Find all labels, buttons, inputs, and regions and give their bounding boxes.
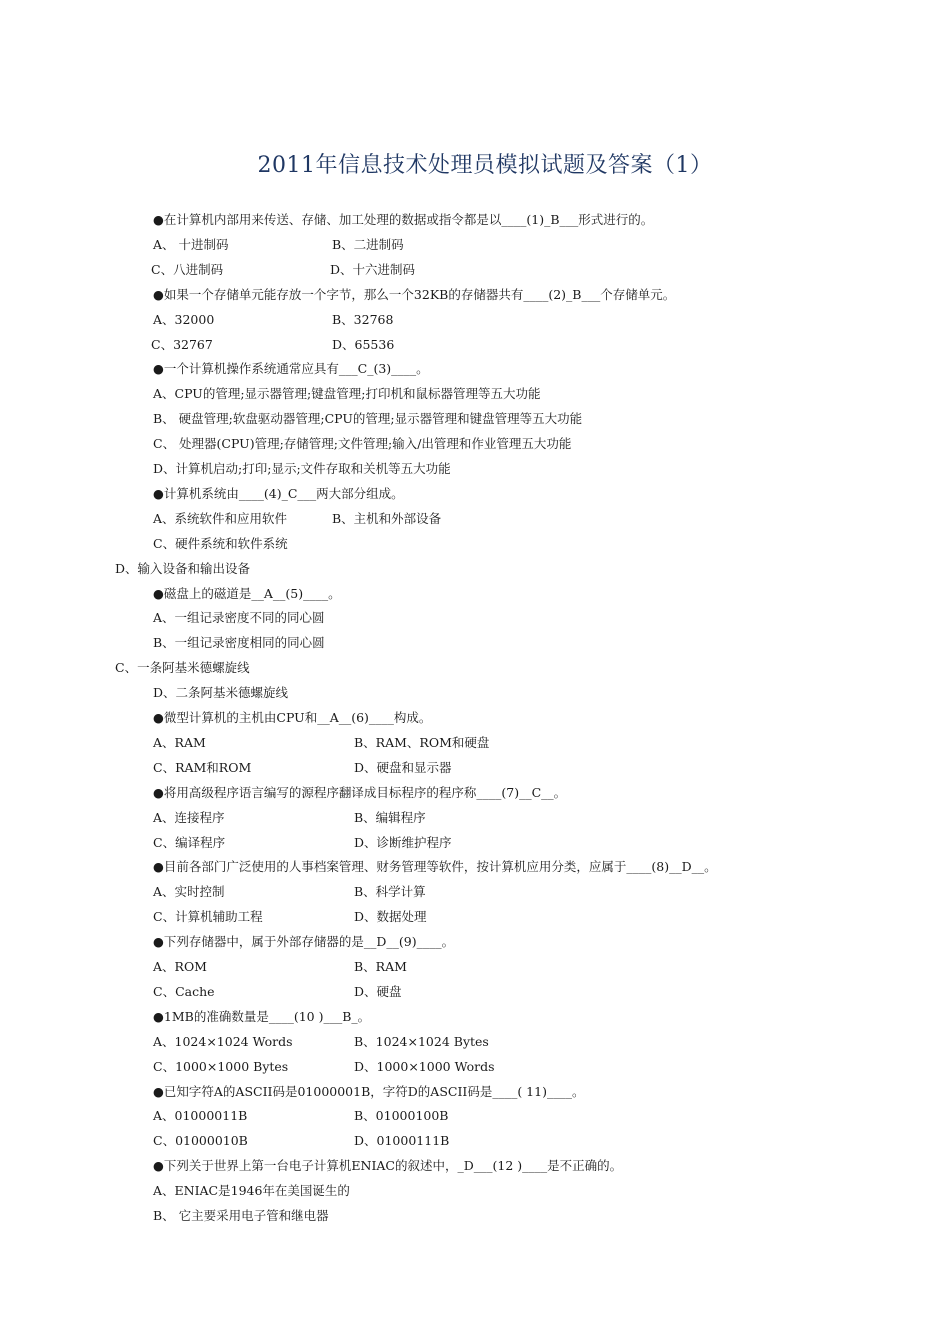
option-right: B、1024×1024 Bytes [354, 1033, 489, 1049]
option-text: D、计算机启动;打印;显示;文件存取和关机等五大功能 [153, 461, 451, 476]
option-left: A、1024×1024 Words [153, 1033, 293, 1049]
option-text: A、一组记录密度不同的同心圆 [153, 610, 325, 626]
question-text: ●在计算机内部用来传送、存储、加工处理的数据或指令都是以____(1)_B___形式进行的。 [153, 212, 654, 227]
option-text: A、CPU的管理;显示器管理;键盘管理;打印机和鼠标器管理等五大功能 [153, 386, 541, 402]
option-left: A、01000011B [153, 1108, 248, 1124]
question-text: ●微型计算机的主机由CPU和__A__(6)____构成。 [153, 710, 432, 725]
option-right: B、RAM [354, 959, 407, 974]
question-text: ●将用高级程序语言编写的源程序翻译成目标程序的程序称____(7)__C__。 [153, 784, 567, 800]
option-text: B、 它主要采用电子管和继电器 [153, 1208, 329, 1223]
question-text: ●下列关于世界上第一台电子计算机ENIAC的叙述中，_D___(12 )____是不正确的。 [153, 1158, 623, 1174]
option-text: B、一组记录密度相同的同心圆 [153, 635, 325, 651]
option-right: D、01000111B [354, 1133, 450, 1149]
option-right: D、硬盘 [354, 983, 402, 999]
option-text: A、ENIAC是1946年在美国诞生的 [153, 1183, 350, 1199]
option-text: C、硬件系统和软件系统 [153, 535, 288, 551]
document-title: 2011年信息技术处理员模拟试题及答案（1） [257, 153, 713, 178]
option-text: C、 处理器(CPU)管理;存储管理;文件管理;输入/出管理和作业管理五大功能 [153, 436, 572, 452]
option-text: D、二条阿基米德螺旋线 [153, 685, 289, 701]
option-left: A、32000 [153, 311, 215, 327]
question-text: ●下列存储器中，属于外部存储器的是__D__(9)____。 [153, 934, 455, 950]
question-text: ●如果一个存储单元能存放一个字节，那么一个32KB的存储器共有____(2)_B___个存储单元。 [153, 286, 676, 302]
option-right: D、诊断维护程序 [354, 834, 452, 850]
question-text: ●磁盘上的磁道是__A__(5)____。 [153, 585, 341, 601]
question-text: ●目前各部门广泛使用的人事档案管理、财务管理等软件，按计算机应用分类，应属于____(8)__D__。 [153, 859, 717, 875]
question-text: ●已知字符A的ASCII码是01000001B，字符D的ASCII码是____( 11)____。 [153, 1083, 585, 1099]
option-left: C、1000×1000 Bytes [153, 1058, 289, 1074]
option-right: B、RAM、ROM和硬盘 [354, 734, 490, 750]
option-left: C、01000010B [153, 1133, 248, 1149]
option-text: D、输入设备和输出设备 [115, 560, 251, 576]
option-left: C、32767 [151, 336, 213, 352]
option-right: B、01000100B [354, 1108, 449, 1124]
option-right: B、编辑程序 [354, 809, 426, 825]
option-right: B、32768 [332, 311, 394, 327]
option-right: D、1000×1000 Words [354, 1058, 495, 1074]
option-text: B、 硬盘管理;软盘驱动器管理;CPU的管理;显示器管理和键盘管理等五大功能 [153, 411, 583, 427]
option-left: C、编译程序 [153, 834, 226, 850]
option-left: C、八进制码 [151, 261, 224, 277]
option-right: D、十六进制码 [330, 261, 416, 277]
option-left: A、系统软件和应用软件 [153, 510, 288, 526]
option-left: A、实时控制 [153, 884, 225, 900]
option-right: D、数据处理 [354, 909, 427, 925]
option-right: D、65536 [332, 336, 395, 352]
option-left: A、ROM [153, 959, 207, 974]
option-right: D、硬盘和显示器 [354, 759, 452, 775]
question-text: ●一个计算机操作系统通常应具有___C_(3)____。 [153, 361, 429, 377]
option-left: A、连接程序 [153, 809, 225, 825]
option-left: A、 十进制码 [153, 236, 229, 252]
option-right: B、主机和外部设备 [332, 510, 442, 526]
option-left: A、RAM [153, 734, 206, 750]
option-left: C、RAM和ROM [153, 759, 252, 775]
option-text: C、一条阿基米德螺旋线 [115, 660, 250, 676]
question-text: ●1MB的准确数量是____(10 )___B_。 [153, 1008, 371, 1024]
option-left: C、Cache [153, 983, 215, 999]
option-right: B、二进制码 [332, 236, 404, 252]
option-right: B、科学计算 [354, 884, 426, 900]
question-text: ●计算机系统由____(4)_C___两大部分组成。 [153, 485, 404, 501]
option-left: C、计算机辅助工程 [153, 909, 263, 925]
